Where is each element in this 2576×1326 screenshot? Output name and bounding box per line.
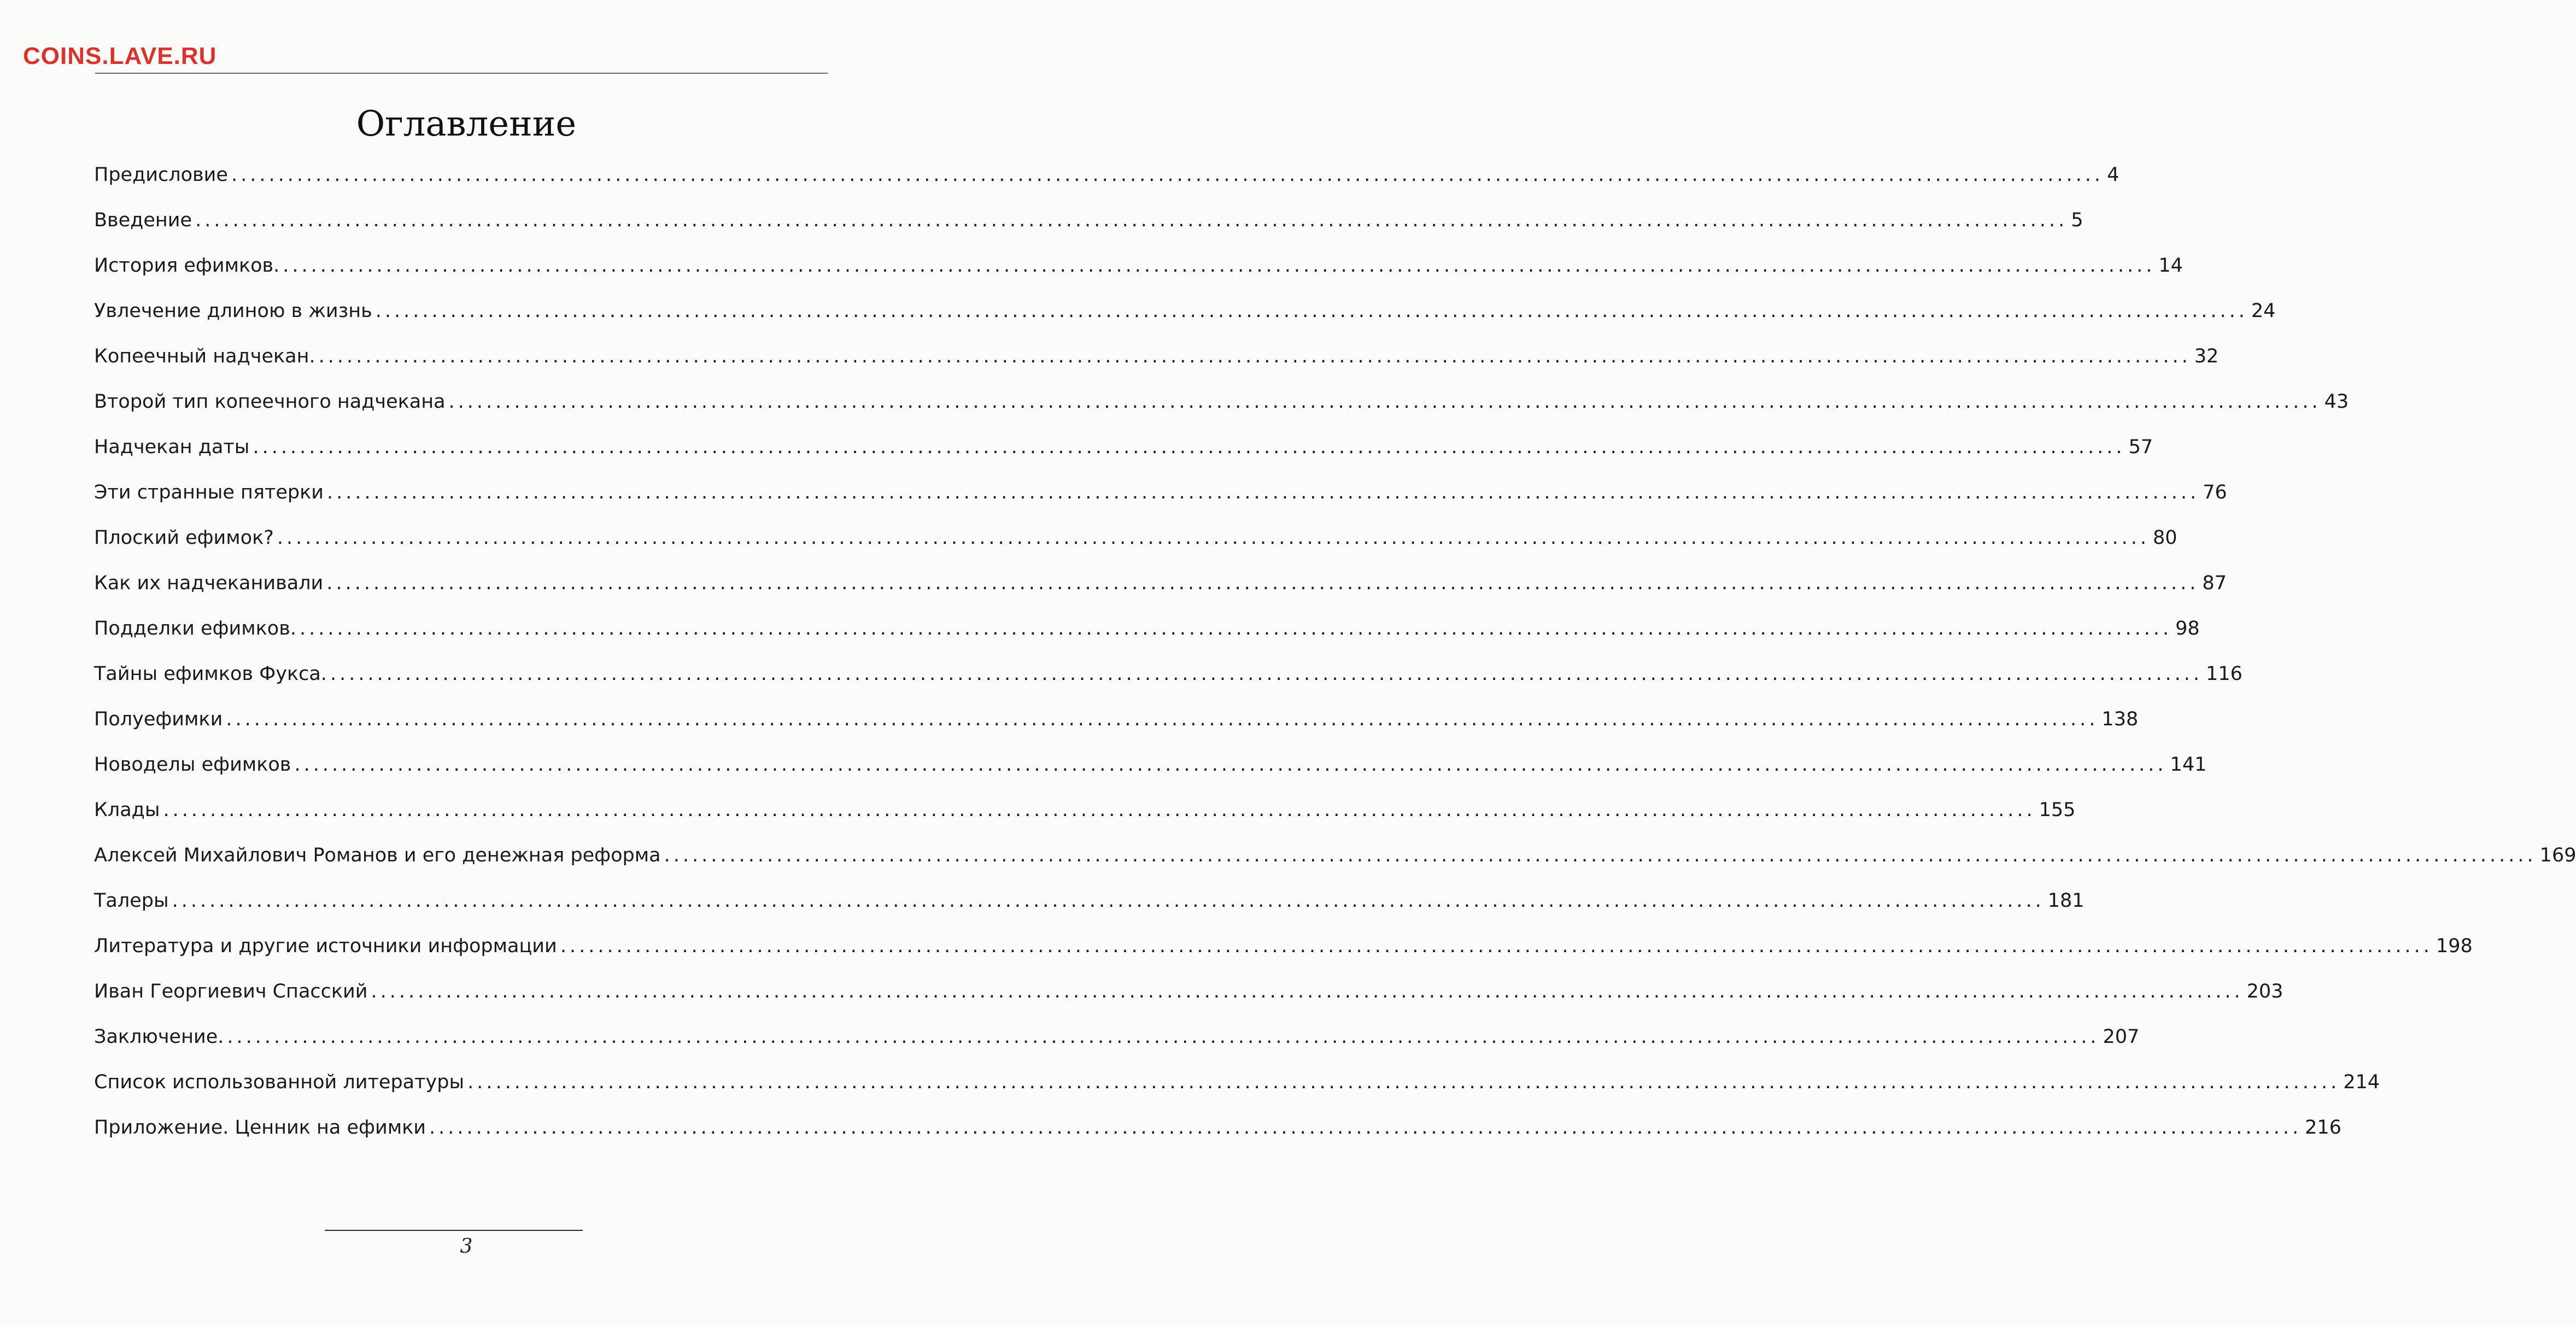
toc-entry-title: Предисловие [94, 164, 228, 186]
toc-entry-page: 5 [2071, 209, 2083, 231]
toc-entry [94, 527, 2177, 572]
toc-entry [94, 1117, 2341, 1162]
toc-entry-page: 198 [2436, 935, 2473, 957]
toc-entry-page: 216 [2305, 1117, 2341, 1139]
toc-entry [94, 482, 2227, 527]
toc-leader-dots: ........................................................................................................................................................................................................ [330, 663, 2203, 685]
toc-entry-title: Надчекан даты [94, 436, 250, 458]
toc-leader-dots: ........................................................................................................................................................................................................ [327, 482, 2200, 503]
toc-leader-dots: ........................................................................................................................................................................................................ [195, 209, 2068, 231]
toc-entry-page: 169 [2539, 844, 2576, 866]
toc-entry [94, 844, 2576, 890]
toc-entry [94, 345, 2219, 391]
toc-entry [94, 1026, 2140, 1071]
toc-entry [94, 164, 2120, 209]
toc-entry-title: Клады [94, 799, 160, 821]
toc-entry-title: Список использованной литературы [94, 1071, 465, 1093]
toc-entry [94, 754, 2207, 799]
bottom-divider [325, 1230, 583, 1231]
toc-entry [94, 436, 2153, 482]
toc-entry-page: 32 [2194, 345, 2219, 367]
toc-leader-dots: ........................................................................................................................................................................................................ [560, 935, 2433, 957]
toc-entry [94, 663, 2243, 708]
toc-entry-page: 207 [2103, 1026, 2140, 1048]
toc-leader-dots: ........................................................................................................................................................................................................ [277, 527, 2150, 549]
toc-entry-page: 76 [2203, 482, 2227, 503]
toc-entry [94, 708, 2139, 754]
toc-entry-page: 24 [2251, 300, 2276, 322]
toc-entry-title: Талеры [94, 890, 169, 912]
toc-entry-title: Эти странные пятерки [94, 482, 324, 503]
toc-leader-dots: ........................................................................................................................................................................................................ [294, 754, 2167, 776]
toc-leader-dots: ........................................................................................................................................................................................................ [448, 391, 2321, 413]
toc-leader-dots: ........................................................................................................................................................................................................ [253, 436, 2126, 458]
toc-leader-dots: ........................................................................................................................................................................................................ [163, 799, 2036, 821]
toc-entry-title: Литература и другие источники информации [94, 935, 557, 957]
toc-leader-dots: ........................................................................................................................................................................................................ [231, 164, 2104, 186]
toc-leader-dots: ........................................................................................................................................................................................................ [172, 890, 2045, 912]
toc-leader-dots: ........................................................................................................................................................................................................ [283, 255, 2156, 277]
toc-entry [94, 799, 2076, 844]
toc-leader-dots: ........................................................................................................................................................................................................ [326, 572, 2199, 594]
toc-entry-page: 141 [2170, 754, 2207, 776]
toc-entry-title: История ефимков. [94, 255, 280, 277]
toc-leader-dots: ........................................................................................................................................................................................................ [226, 708, 2099, 730]
toc-entry-title: Новоделы ефимков [94, 754, 291, 776]
toc-entry-title: Копеечный надчекан. [94, 345, 315, 367]
toc-entry-title: Тайны ефимков Фукса. [94, 663, 327, 685]
toc-entry-title: Введение [94, 209, 192, 231]
toc-entry [94, 618, 2200, 663]
page-title: Оглавление [356, 104, 577, 144]
toc-entry-title: Алексей Михайлович Романов и его денежная реформа [94, 844, 661, 866]
toc-entry [94, 391, 2349, 436]
toc-entry-page: 203 [2246, 981, 2284, 1002]
toc-entry [94, 981, 2284, 1026]
toc-leader-dots: ........................................................................................................................................................................................................ [318, 345, 2191, 367]
toc-entry-title: Плоский ефимок? [94, 527, 274, 549]
toc-entry-page: 116 [2206, 663, 2243, 685]
toc-entry-page: 87 [2202, 572, 2227, 594]
toc-entry [94, 890, 2085, 935]
toc-entry-page: 14 [2158, 255, 2183, 277]
toc-entry-title: Приложение. Ценник на ефимки [94, 1117, 426, 1139]
toc-entry-page: 155 [2039, 799, 2076, 821]
toc-entry [94, 1071, 2380, 1117]
toc-entry [94, 255, 2183, 300]
toc-entry-page: 214 [2343, 1071, 2380, 1093]
toc-entry-page: 181 [2047, 890, 2085, 912]
toc-entry-title: Второй тип копеечного надчекана [94, 391, 446, 413]
toc-entry-title: Увлечение длиною в жизнь [94, 300, 372, 322]
toc-leader-dots: ........................................................................................................................................................................................................ [371, 981, 2244, 1002]
toc-entry-title: Иван Георгиевич Спасский [94, 981, 368, 1002]
top-divider [95, 73, 828, 74]
toc-entry-title: Подделки ефимков. [94, 618, 296, 639]
toc-leader-dots: ........................................................................................................................................................................................................ [467, 1071, 2340, 1093]
toc-entry-page: 57 [2128, 436, 2153, 458]
page-number: 3 [460, 1235, 473, 1258]
toc-entry-page: 138 [2101, 708, 2139, 730]
toc-leader-dots: ........................................................................................................................................................................................................ [227, 1026, 2100, 1048]
toc-entry-page: 80 [2152, 527, 2177, 549]
table-of-contents [94, 164, 2576, 1162]
toc-entry-page: 98 [2175, 618, 2200, 639]
toc-leader-dots: ........................................................................................................................................................................................................ [375, 300, 2248, 322]
toc-leader-dots: ........................................................................................................................................................................................................ [429, 1117, 2302, 1139]
toc-entry [94, 572, 2227, 618]
toc-entry-title: Полуефимки [94, 708, 223, 730]
toc-entry [94, 209, 2083, 255]
toc-entry [94, 300, 2276, 345]
toc-entry [94, 935, 2473, 981]
toc-entry-page: 43 [2324, 391, 2349, 413]
toc-entry-page: 4 [2107, 164, 2120, 186]
watermark-logo: COINS.LAVE.RU [23, 43, 217, 69]
toc-entry-title: Как их надчеканивали [94, 572, 324, 594]
toc-leader-dots: ........................................................................................................................................................................................................ [299, 618, 2173, 639]
toc-leader-dots: ........................................................................................................................................................................................................ [664, 844, 2537, 866]
toc-entry-title: Заключение. [94, 1026, 224, 1048]
